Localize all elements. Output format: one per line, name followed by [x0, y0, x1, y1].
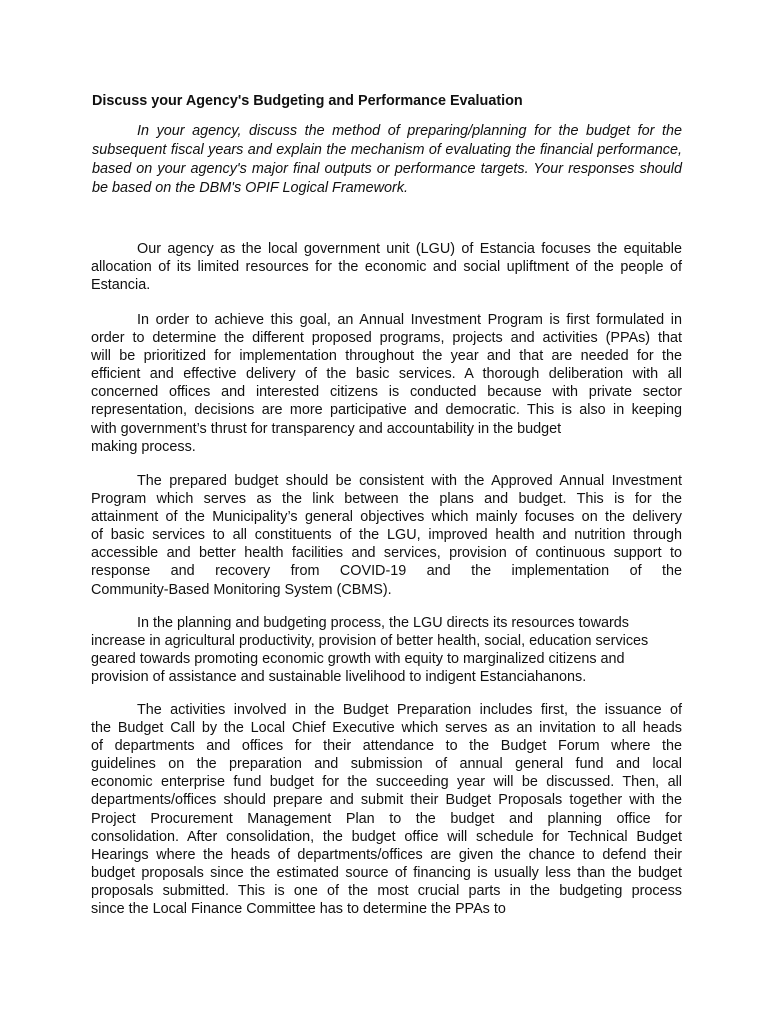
paragraph-line: geared towards promoting economic growth with equity to marginalized citizens and — [91, 651, 625, 668]
paragraph-line: concerned offices and interested citizens is conducted because with private sector — [91, 384, 682, 401]
paragraph-line: of basic services to all constituents of the LGU, improved health and nutrition through — [91, 527, 682, 544]
paragraph-line: Project Procurement Management Plan to the budget and planning office for — [91, 810, 682, 827]
paragraph-line: departments/offices should prepare and submit their Budget Proposals together with the — [91, 792, 682, 809]
paragraph-line: In the planning and budgeting process, the LGU directs its resources towards — [137, 615, 629, 631]
paragraph-line: Our agency as the local government unit (LGU) of Estancia focuses the equitable — [137, 241, 682, 257]
paragraph-5 — [91, 701, 682, 918]
paragraph-line: of departments and offices for their attendance to the Budget Forum where the — [91, 738, 682, 755]
paragraph-line: The prepared budget should be consistent with the Approved Annual Investment — [137, 473, 682, 489]
paragraph-line: budget proposals since the estimated source of financing is usually less than the budget — [91, 864, 682, 881]
paragraph-line: Hearings where the heads of departments/offices are given the chance to defend their — [91, 846, 682, 863]
paragraph-line: order to determine the different proposed programs, projects and activities (PPAs) that — [91, 330, 682, 347]
paragraph-line: allocation of its limited resources for the economic and social upliftment of the people of — [91, 259, 682, 276]
paragraph-line: proposals submitted. This is one of the most crucial parts in the budgeting process — [91, 882, 682, 899]
paragraph-line: In order to achieve this goal, an Annual Investment Program is first formulated in — [137, 312, 682, 328]
paragraph-line: provision of assistance and sustainable livelihood to indigent Estanciahanons. — [91, 669, 587, 686]
paragraph-line: the Budget Call by the Local Chief Executive which serves as an invitation to all heads — [91, 720, 682, 737]
paragraph-3 — [91, 472, 682, 599]
paragraph-line: consolidation. After consolidation, the budget office will schedule for Technical Budget — [91, 828, 682, 845]
paragraph-line: guidelines on the preparation and submission of annual general fund and local — [91, 756, 682, 773]
paragraph-line: The activities involved in the Budget Preparation includes first, the issuance of — [137, 702, 682, 718]
paragraph-line: accessible and better health facilities and services, provision of continuous support to — [91, 545, 682, 562]
paragraph-line: representation, decisions are more participative and democratic. This is also in keeping — [91, 402, 682, 419]
paragraph-line: economic enterprise fund budget for the succeeding year will be discussed. Then, all — [91, 774, 682, 791]
paragraph-4 — [91, 614, 682, 686]
paragraph-line: making process. — [91, 438, 196, 455]
paragraph-line: Community-Based Monitoring System (CBMS). — [91, 581, 392, 598]
prompt-paragraph: In your agency, discuss the method of preparing/planning for the budget for the subsequent fiscal years and explain the mechanism of evaluating the financial performance, based on your agency's major final outputs or performance targets. Your responses should be based on the DBM's OPIF Logical Framework. — [92, 123, 682, 196]
paragraph-line: Estancia. — [91, 277, 151, 294]
paragraph-line: with government’s thrust for transparency and accountability in the budget — [91, 420, 562, 437]
paragraph-1 — [91, 240, 682, 294]
paragraph-line: Program which serves as the link between the plans and budget. This is for the — [91, 491, 682, 508]
paragraph-2 — [91, 311, 682, 456]
paragraph-line: will be prioritized for implementation throughout the year and that are needed for the — [91, 348, 682, 365]
paragraph-line: attainment of the Municipality’s general objectives which mainly focuses on the delivery — [91, 509, 682, 526]
paragraph-line: since the Local Finance Committee has to determine the PPAs to — [91, 901, 506, 918]
document-title: Discuss your Agency's Budgeting and Performance Evaluation — [92, 93, 523, 109]
paragraph-line: response and recovery from COVID-19 and the implementation of the — [91, 563, 682, 580]
paragraph-line: increase in agricultural productivity, provision of better health, social, education services — [91, 633, 649, 650]
paragraph-line: efficient and effective delivery of the basic services. A thorough deliberation with all — [91, 366, 682, 383]
